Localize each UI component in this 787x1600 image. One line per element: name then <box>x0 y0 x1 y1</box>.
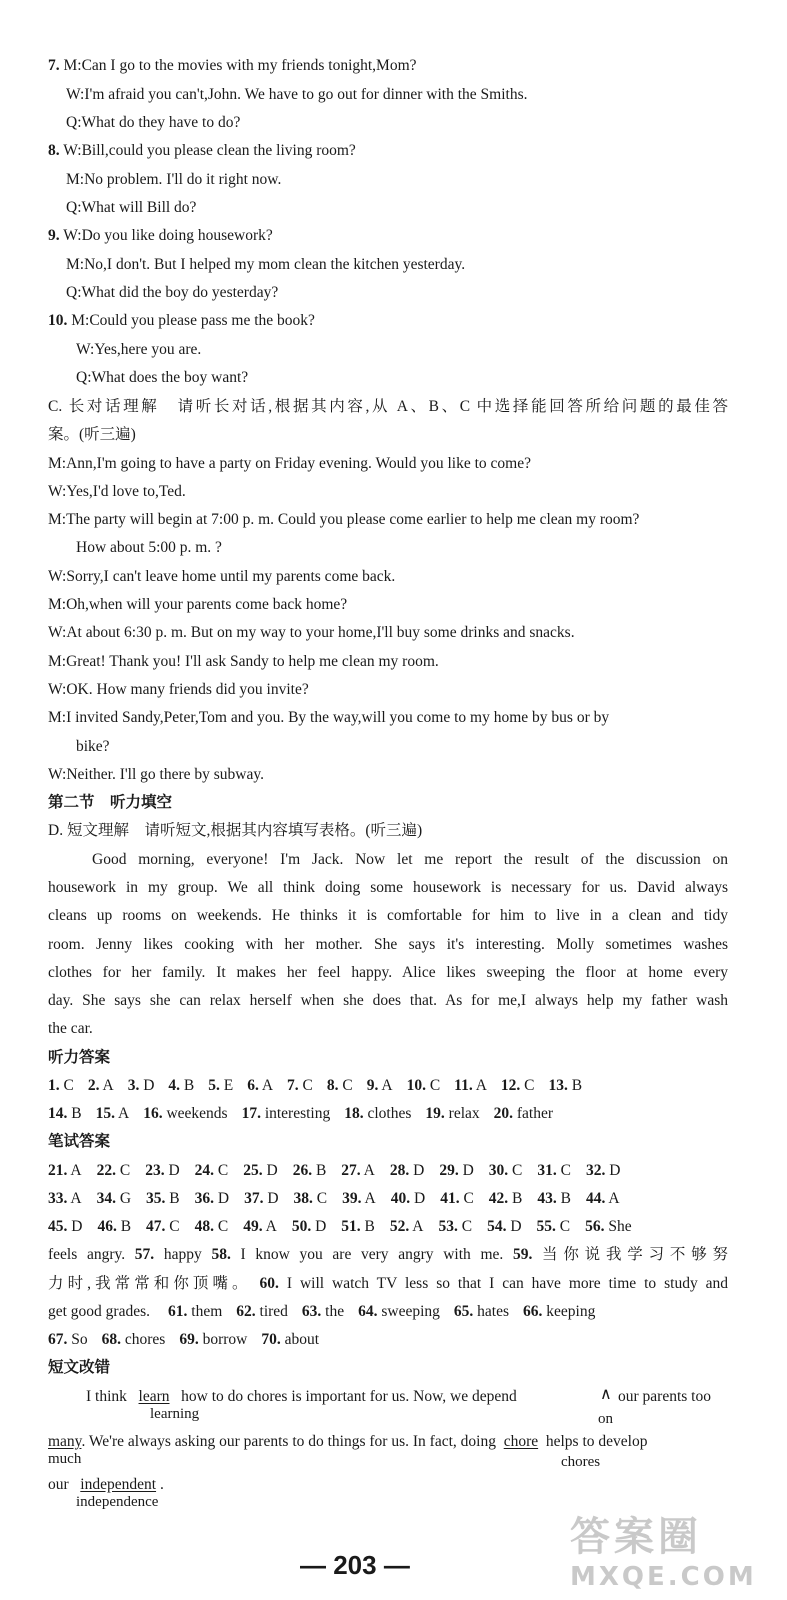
answer-value: A <box>409 1218 424 1235</box>
listening-answers-row <box>48 1078 596 1094</box>
answer-number: 32. <box>585 1162 606 1179</box>
answer-item <box>48 1078 74 1094</box>
answer-item <box>407 1078 441 1094</box>
answer-number: 28. <box>389 1162 410 1179</box>
answer-number: 6. <box>247 1077 259 1094</box>
answer-item <box>242 1106 331 1122</box>
answer-item <box>487 1219 521 1235</box>
answer-value: A <box>605 1190 620 1207</box>
answer-number: 49. <box>243 1218 263 1235</box>
passage-line: Good morning, everyone! I'm Jack. Now let me report the result of the discussion on <box>92 851 728 868</box>
answer-value: B <box>312 1162 327 1179</box>
answer-item <box>168 1304 222 1320</box>
dialog-9-m: M:No,I don't. But I helped my mom clean the kitchen yesterday. <box>66 256 466 273</box>
answer-item <box>390 1219 424 1235</box>
answer-value: the <box>321 1303 345 1320</box>
answer-item <box>327 1078 353 1094</box>
answer-number: 7. <box>287 1077 299 1094</box>
conversation-line: M:Oh,when will your parents come back home? <box>48 596 348 613</box>
answer-item <box>537 1163 571 1179</box>
answer-number: 2. <box>87 1077 100 1094</box>
answer-item <box>342 1191 376 1207</box>
conversation-line: M:The party will begin at 7:00 p. m. Could you please come earlier to help me clean my room? <box>48 511 640 528</box>
correction-line-1: I think learn how to do chores is important for us. Now, we depend <box>86 1388 517 1405</box>
answer-number: 65. <box>453 1303 474 1320</box>
correction-fix: much <box>48 1451 82 1467</box>
answer-number: 67. <box>48 1331 68 1348</box>
conversation-line: M:Ann,I'm going to have a party on Friday evening. Would you like to come? <box>48 455 531 472</box>
answer-number: 5. <box>208 1077 220 1094</box>
answer-item <box>97 1163 131 1179</box>
answer-number: 30. <box>488 1162 509 1179</box>
answer-number: 69. <box>179 1331 199 1348</box>
answer-number: 31. <box>537 1162 557 1179</box>
answer-item <box>97 1191 131 1207</box>
answer-number: 20. <box>493 1105 514 1122</box>
answer-item <box>244 1191 278 1207</box>
answer-value: D <box>409 1162 425 1179</box>
answer-value: C <box>165 1218 180 1235</box>
answer-value: D <box>311 1218 327 1235</box>
answer-number: 36. <box>194 1190 215 1207</box>
answer-item <box>367 1078 393 1094</box>
answer-number: 62. <box>236 1303 256 1320</box>
answer-value: father <box>513 1105 554 1122</box>
answer-number: 13. <box>548 1077 568 1094</box>
answer-value: C <box>338 1077 353 1094</box>
answer-number: 19. <box>425 1105 445 1122</box>
answer-number: 37. <box>244 1190 264 1207</box>
answer-number: 52. <box>389 1218 410 1235</box>
answer-item <box>96 1106 130 1122</box>
dialog-9-q: Q:What did the boy do yesterday? <box>66 284 279 301</box>
answer-item <box>440 1191 474 1207</box>
answer-number: 29. <box>439 1162 459 1179</box>
answer-number: 50. <box>291 1218 312 1235</box>
answer-number: 44. <box>585 1190 606 1207</box>
answer-item <box>243 1163 277 1179</box>
dialog-7-q: Q:What do they have to do? <box>66 114 241 131</box>
answer-value: B <box>165 1190 180 1207</box>
answer-value: A <box>99 1077 114 1094</box>
answer-item <box>358 1304 440 1320</box>
conversation-line: W:Yes,I'd love to,Ted. <box>48 483 186 500</box>
answer-number: 38. <box>293 1190 313 1207</box>
answer-value: C <box>508 1162 523 1179</box>
answer-number: 17. <box>241 1105 261 1122</box>
answer-item <box>168 1078 194 1094</box>
correction-wrong-word: many <box>48 1433 82 1450</box>
answer-value: B <box>116 1218 132 1235</box>
answer-item <box>208 1078 233 1094</box>
answer-item <box>549 1078 583 1094</box>
answer-number: 41. <box>440 1190 460 1207</box>
answer-number: 35. <box>146 1190 166 1207</box>
answer-number: 33. <box>48 1190 68 1207</box>
written-answers-title: 笔试答案 <box>48 1133 111 1150</box>
answer-value: B <box>67 1105 82 1122</box>
answer-number: 51. <box>341 1218 361 1235</box>
answer-item <box>537 1219 571 1235</box>
written-answers-line: feels angry. 57. happy 58. I know you are very angry with me. 59. 当你说我学习不够努 <box>48 1246 729 1263</box>
answer-value: A <box>67 1162 82 1179</box>
answer-number: 42. <box>488 1190 509 1207</box>
section-c-instruction-cont: 案。(听三遍) <box>48 426 136 443</box>
answer-value: C <box>298 1077 313 1094</box>
answer-value: C <box>459 1190 474 1207</box>
answer-number: 64. <box>358 1303 378 1320</box>
answer-value: clothes <box>363 1105 412 1122</box>
answer-value: weekends <box>162 1105 228 1122</box>
answer-value: B <box>508 1190 523 1207</box>
answer-value: A <box>67 1190 82 1207</box>
answer-item <box>48 1106 82 1122</box>
answer-item <box>586 1191 620 1207</box>
dialog-9-w: 9. W:Do you like doing housework? <box>48 227 273 244</box>
answer-number: 12. <box>500 1077 521 1094</box>
passage-line: clothes for her family. It makes her feel happy. Alice likes sweeping the floor at home every <box>48 964 728 981</box>
answer-number: 53. <box>438 1218 458 1235</box>
answer-item <box>128 1078 155 1094</box>
answer-value: relax <box>444 1105 480 1122</box>
answer-number: 15. <box>95 1105 115 1122</box>
section-d-title: D. 短文理解 请听短文,根据其内容填写表格。(听三遍) <box>48 822 423 839</box>
answer-number: 14. <box>48 1105 68 1122</box>
answer-number: 25. <box>243 1162 263 1179</box>
written-answers-line <box>48 1332 333 1348</box>
answer-item <box>523 1304 595 1320</box>
answer-item <box>302 1304 344 1320</box>
correction-fix: independence <box>76 1494 159 1510</box>
answer-value: A <box>378 1077 393 1094</box>
conversation-line: M:I invited Sandy,Peter,Tom and you. By the way,will you come to my home by bus or by <box>48 709 610 726</box>
answer-number: 23. <box>145 1162 165 1179</box>
answer-item <box>102 1332 166 1348</box>
answer-number: 26. <box>292 1162 313 1179</box>
conversation-line: W:OK. How many friends did you invite? <box>48 681 309 698</box>
answer-item <box>454 1304 509 1320</box>
answer-number: 46. <box>97 1218 117 1235</box>
answer-number: 1. <box>48 1077 60 1094</box>
listening-answers-row <box>48 1106 567 1122</box>
answer-value: D <box>605 1162 621 1179</box>
answer-item <box>146 1219 180 1235</box>
answer-item <box>88 1078 114 1094</box>
answer-item <box>236 1304 288 1320</box>
answer-number: 22. <box>96 1162 116 1179</box>
passage-line: room. Jenny likes cooking with her mother. She says it's interesting. Molly sometimes washes <box>48 936 728 953</box>
correction-line-3: our independent . <box>48 1476 164 1493</box>
answer-value: about <box>280 1331 320 1348</box>
answer-item <box>537 1191 571 1207</box>
answer-value: B <box>567 1077 583 1094</box>
answer-number: 48. <box>194 1218 215 1235</box>
answer-value: tired <box>255 1303 288 1320</box>
correction-line-2: many. We're always asking our parents to do things for us. In fact, doing chore helps to develop <box>48 1433 648 1450</box>
answer-item <box>454 1078 487 1094</box>
answer-number: 4. <box>168 1077 181 1094</box>
answer-item <box>341 1219 375 1235</box>
answer-value: D <box>164 1162 180 1179</box>
conversation-line: M:Great! Thank you! I'll ask Sandy to help me clean my room. <box>48 653 439 670</box>
answer-number: 40. <box>390 1190 411 1207</box>
watermark-logo <box>570 1505 775 1595</box>
correction-wrong-word: independent <box>80 1476 157 1493</box>
answer-value: D <box>263 1190 279 1207</box>
answer-item <box>195 1191 229 1207</box>
answer-number: 47. <box>146 1218 166 1235</box>
answer-number: 61. <box>168 1303 188 1320</box>
answer-item <box>292 1219 326 1235</box>
answer-number: 21. <box>48 1162 68 1179</box>
answer-number: 27. <box>341 1162 361 1179</box>
answer-value: B <box>360 1218 375 1235</box>
answer-item <box>195 1219 229 1235</box>
answer-item <box>48 1332 88 1348</box>
answer-value: hates <box>473 1303 510 1320</box>
answer-item <box>287 1078 313 1094</box>
answer-item <box>243 1219 277 1235</box>
conversation-line: bike? <box>76 738 110 755</box>
section-2-title: 第二节 听力填空 <box>48 794 173 811</box>
listening-answers-title: 听力答案 <box>48 1049 111 1066</box>
answer-value: D <box>506 1218 522 1235</box>
answer-item <box>48 1163 82 1179</box>
answer-number: 63. <box>301 1303 322 1320</box>
answer-value: B <box>556 1190 571 1207</box>
dialog-7-w: W:I'm afraid you can't,John. We have to go out for dinner with the Smiths. <box>66 86 528 103</box>
correction-wrong-word: learn <box>138 1388 170 1405</box>
conversation-line: How about 5:00 p. m. ? <box>76 539 222 556</box>
watermark-text: 答案圈 <box>570 1514 702 1560</box>
answer-value: A <box>114 1105 130 1122</box>
answer-value: C <box>115 1162 131 1179</box>
correction-fix: chores <box>561 1454 601 1470</box>
answer-number: 3. <box>127 1077 140 1094</box>
dialog-7-m: 7. M:Can I go to the movies with my friends tonight,Mom? <box>48 57 417 74</box>
passage-line: housework in my group. We all think doing some housework is necessary for us. David always <box>48 879 728 896</box>
answer-value: chores <box>121 1331 166 1348</box>
answer-value: C <box>214 1162 229 1179</box>
answer-value: G <box>115 1190 132 1207</box>
answer-value: C <box>425 1077 441 1094</box>
answer-value: C <box>520 1077 535 1094</box>
answer-value: C <box>312 1190 328 1207</box>
answer-number: 56. <box>585 1218 605 1235</box>
conversation-line: W:Neither. I'll go there by subway. <box>48 766 265 783</box>
answer-number: 8. <box>326 1077 339 1094</box>
written-answers-row <box>48 1191 635 1207</box>
answer-number: 24. <box>194 1162 215 1179</box>
passage-line: cleans up rooms on weekends. He thinks it is comfortable for him to live in a clean and tidy <box>48 907 728 924</box>
answer-value: D <box>214 1190 230 1207</box>
answer-item <box>293 1163 327 1179</box>
answer-item <box>97 1219 131 1235</box>
correction-title: 短文改错 <box>48 1359 111 1376</box>
answer-number: 68. <box>101 1331 121 1348</box>
answer-item <box>143 1106 227 1122</box>
answer-item <box>341 1163 375 1179</box>
passage-line: the car. <box>48 1020 93 1037</box>
answer-number: 55. <box>536 1218 556 1235</box>
answer-value: interesting <box>260 1105 331 1122</box>
answer-value: keeping <box>542 1303 596 1320</box>
answer-value: them <box>187 1303 223 1320</box>
answer-item <box>145 1163 179 1179</box>
answer-number: 9. <box>366 1077 379 1094</box>
correction-line-1-end: our parents too <box>618 1388 711 1405</box>
answer-item <box>195 1163 229 1179</box>
conversation-line: W:At about 6:30 p. m. But on my way to your home,I'll buy some drinks and snacks. <box>48 624 575 641</box>
answer-value: C <box>555 1218 571 1235</box>
answer-number: 39. <box>342 1190 362 1207</box>
answer-item <box>146 1191 180 1207</box>
answer-item <box>344 1106 411 1122</box>
answer-value: E <box>219 1077 234 1094</box>
dialog-8-q: Q:What will Bill do? <box>66 199 197 216</box>
answer-item <box>391 1191 425 1207</box>
dialog-8-w: 8. W:Bill,could you please clean the living room? <box>48 142 356 159</box>
answer-item <box>247 1078 273 1094</box>
written-answers-line: get good grades. 61. them 62. tired 63. the 64. sweeping 65. hates 66. keeping <box>48 1303 596 1320</box>
answer-number: 66. <box>523 1303 543 1320</box>
answer-item <box>48 1191 82 1207</box>
answer-value: D <box>139 1077 155 1094</box>
answer-item <box>390 1163 424 1179</box>
answer-item <box>179 1332 247 1348</box>
answer-item <box>425 1106 479 1122</box>
answer-item <box>489 1163 523 1179</box>
answer-value: C <box>556 1162 571 1179</box>
answer-number: 70. <box>261 1331 281 1348</box>
answer-item <box>294 1191 328 1207</box>
watermark-url: MXQE.COM <box>570 1562 757 1592</box>
answer-number: 34. <box>96 1190 116 1207</box>
answer-value: C <box>457 1218 473 1235</box>
dialog-8-m: M:No problem. I'll do it right now. <box>66 171 282 188</box>
answer-value: borrow <box>198 1331 248 1348</box>
written-answers-row <box>48 1219 647 1235</box>
answer-value: C <box>59 1077 74 1094</box>
answer-item <box>439 1163 473 1179</box>
answer-value: D <box>262 1162 278 1179</box>
answer-number: 43. <box>537 1190 557 1207</box>
correction-wrong-word: chore <box>503 1433 539 1450</box>
answer-value: A <box>361 1190 376 1207</box>
answer-item <box>586 1163 620 1179</box>
passage-line: day. She says she can relax herself when she does that. As for me,I always help my father wash <box>48 992 728 1009</box>
answer-value: So <box>67 1331 88 1348</box>
answer-item <box>501 1078 535 1094</box>
answer-value: D <box>458 1162 474 1179</box>
answer-item <box>494 1106 553 1122</box>
correction-fix: learning <box>150 1406 200 1422</box>
answer-number: 45. <box>48 1218 68 1235</box>
answer-number: 11. <box>454 1077 473 1094</box>
correction-fix: on <box>598 1411 613 1427</box>
written-answers-line: 力时,我常常和你顶嘴。 60. I will watch TV less so that I can have more time to study and <box>48 1275 729 1292</box>
answer-item <box>261 1332 319 1348</box>
answer-number: 10. <box>406 1077 426 1094</box>
insert-caret-icon: ∧ <box>600 1386 612 1403</box>
answer-number: 18. <box>344 1105 364 1122</box>
answer-item <box>48 1219 82 1235</box>
conversation-line: W:Sorry,I can't leave home until my parents come back. <box>48 568 396 585</box>
answer-number: 16. <box>143 1105 163 1122</box>
written-answers-row <box>48 1163 635 1179</box>
dialog-10-w: W:Yes,here you are. <box>76 341 202 358</box>
section-c-instruction: C. 长对话理解 请听长对话,根据其内容,从 A、B、C 中选择能回答所给问题的最佳答 <box>48 398 728 415</box>
dialog-10-m: 10. M:Could you please pass me the book? <box>48 312 315 329</box>
answer-value: D <box>410 1190 426 1207</box>
answer-item <box>438 1219 472 1235</box>
answer-value: A <box>258 1077 274 1094</box>
answer-item <box>585 1219 632 1235</box>
answer-value: D <box>67 1218 83 1235</box>
page-number: — 203 — <box>300 1550 410 1580</box>
answer-value: A <box>262 1218 277 1235</box>
answer-value: A <box>472 1077 487 1094</box>
answer-number: 54. <box>487 1218 507 1235</box>
answer-value: She <box>604 1218 632 1235</box>
dialog-10-q: Q:What does the boy want? <box>76 369 249 386</box>
answer-value: sweeping <box>377 1303 440 1320</box>
answer-value: A <box>360 1162 375 1179</box>
answer-item <box>489 1191 523 1207</box>
answer-value: C <box>214 1218 229 1235</box>
answer-value: B <box>180 1077 195 1094</box>
